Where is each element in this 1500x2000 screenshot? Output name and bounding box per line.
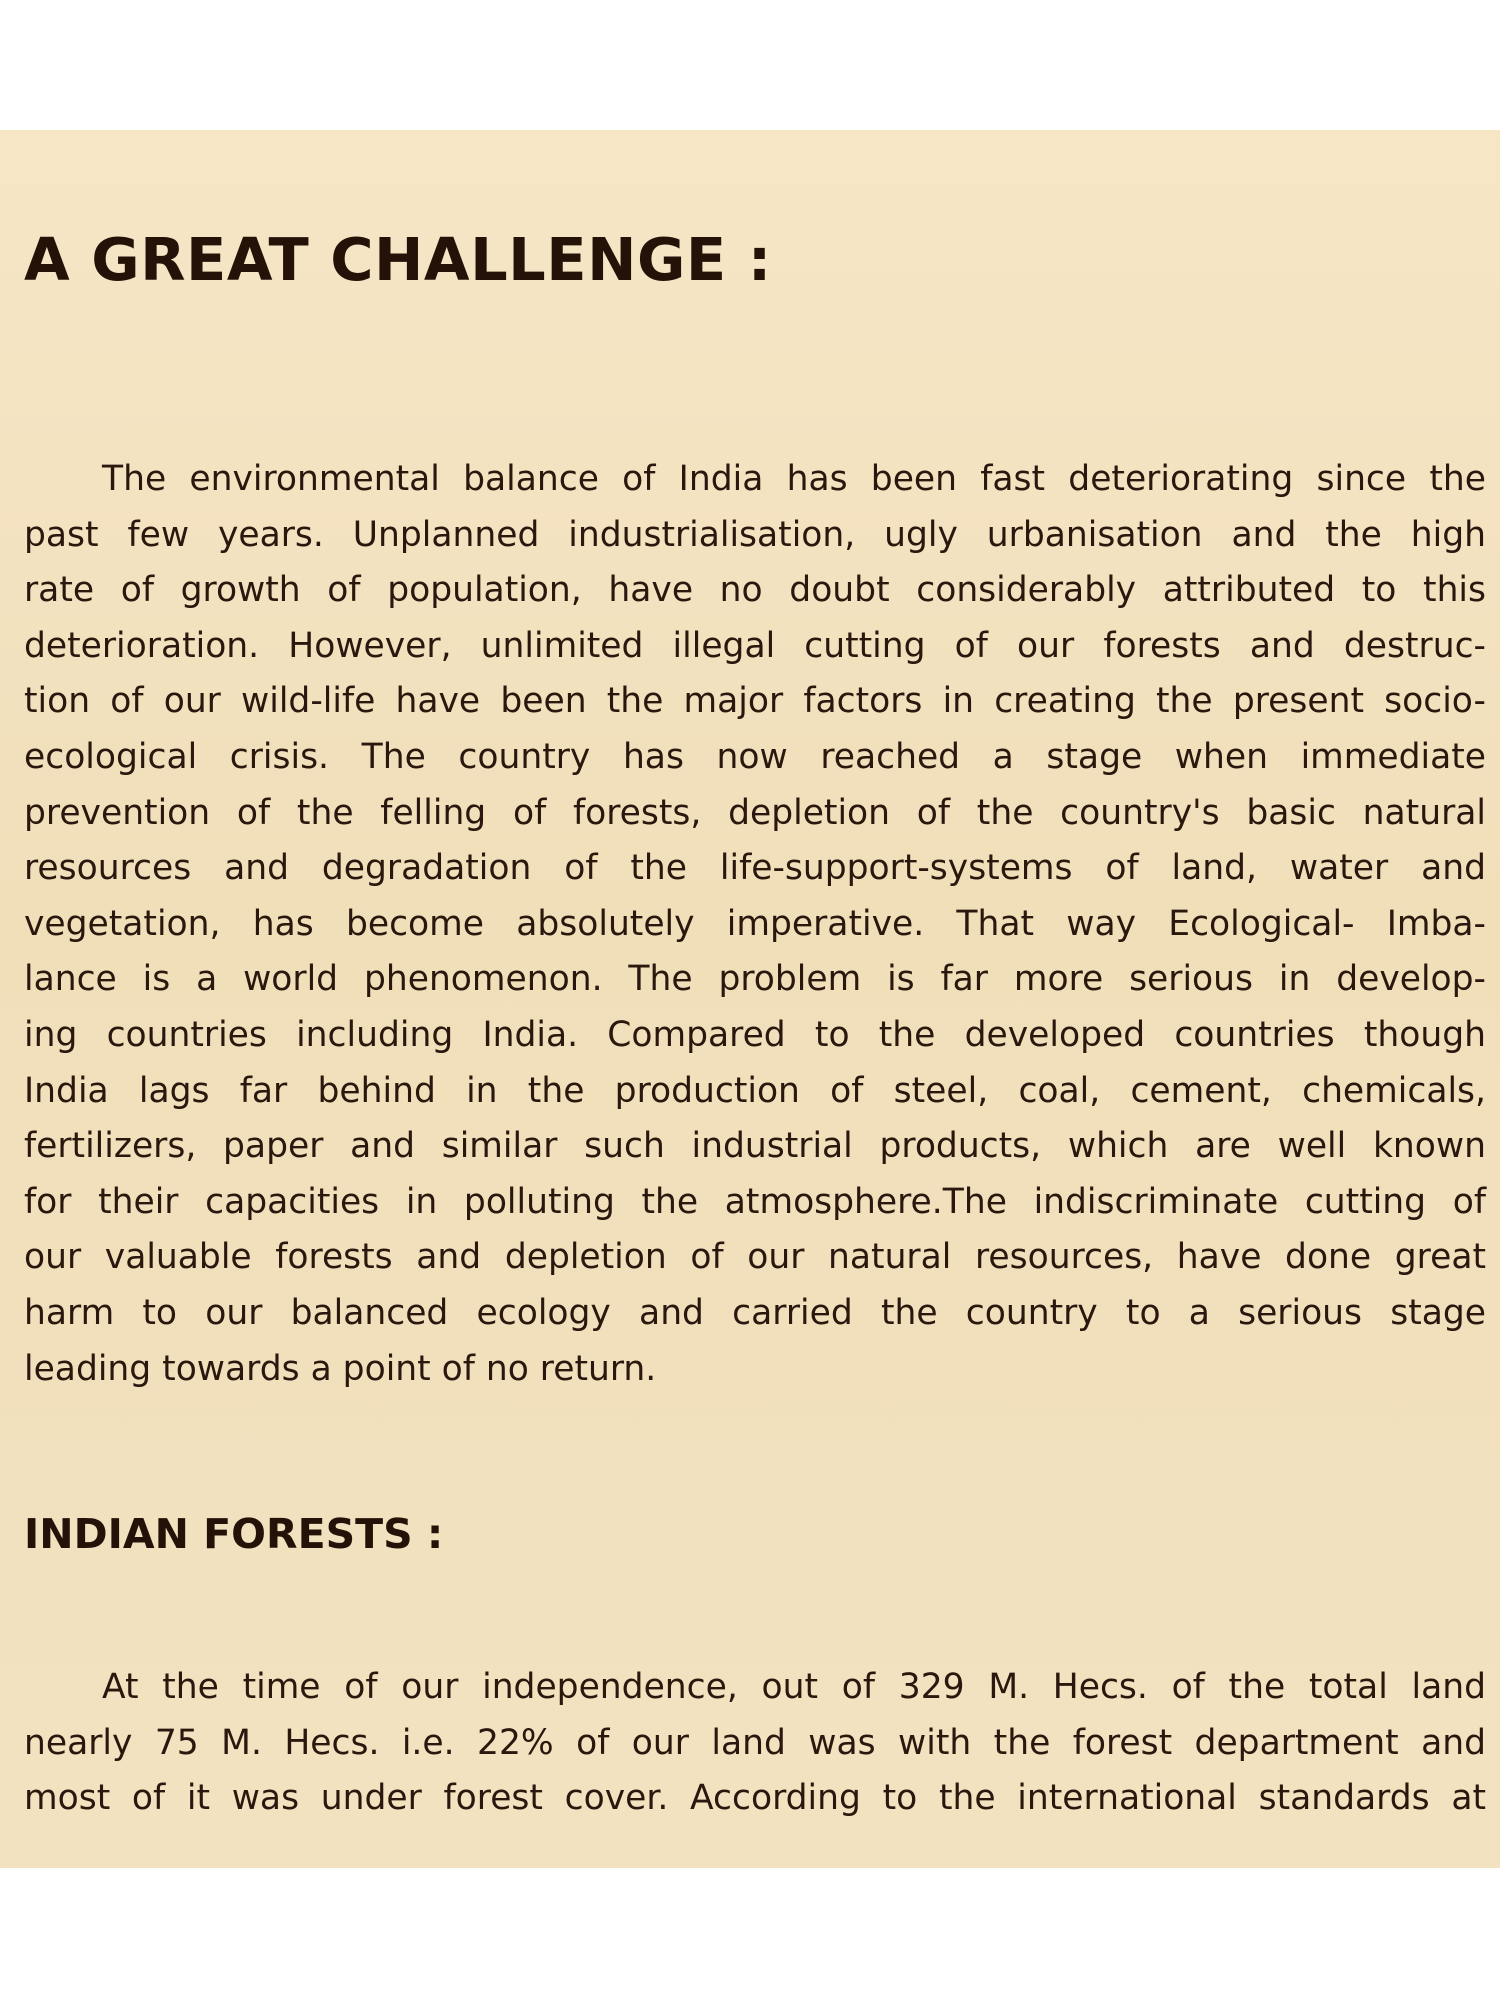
text-line: nearly 75 M. Hecs. i.e. 22% of our land was with the forest department and — [24, 1722, 1486, 1763]
text-line: past few years. Unplanned industrialisation, ugly urbanisation and the high — [24, 514, 1486, 555]
text-line: vegetation, has become absolutely imperative. That way Ecological- Imba- — [24, 903, 1486, 944]
text-line: rate of growth of population, have no doubt considerably attributed to this — [24, 570, 1486, 611]
document-page — [0, 130, 1500, 1868]
text-line: deterioration. However, unlimited illegal cutting of our forests and destruc- — [24, 625, 1486, 666]
text-line: India lags far behind in the production of steel, coal, cement, chemicals, — [24, 1070, 1486, 1111]
text-line: At the time of our independence, out of 329 M. Hecs. of the total land — [102, 1667, 1486, 1707]
text-line: ing countries including India. Compared to the developed countries though — [24, 1014, 1486, 1055]
paragraph-environment — [24, 452, 1486, 1397]
text-line: harm to our balanced ecology and carried the country to a serious stage — [24, 1292, 1486, 1333]
text-line: resources and degradation of the life-support-systems of land, water and — [24, 848, 1486, 889]
text-line: lance is a world phenomenon. The problem is far more serious in develop- — [24, 959, 1486, 1000]
text-line: leading towards a point of no return. — [24, 1348, 657, 1389]
section-heading-indian-forests: INDIAN FORESTS : — [24, 1510, 444, 1558]
text-line: our valuable forests and depletion of our natural resources, have done great — [24, 1237, 1486, 1278]
text-line: fertilizers, paper and similar such industrial products, which are well known — [24, 1126, 1486, 1167]
text-line: tion of our wild-life have been the major factors in creating the present socio- — [24, 681, 1486, 722]
text-line: most of it was under forest cover. According to the international standards at — [24, 1778, 1486, 1819]
text-line: prevention of the felling of forests, depletion of the country's basic natural — [24, 792, 1486, 833]
text-line: for their capacities in polluting the atmosphere.The indiscriminate cutting of — [24, 1181, 1486, 1222]
section-heading-great-challenge: A GREAT CHALLENGE : — [24, 225, 772, 294]
text-line: The environmental balance of India has been fast deteriorating since the — [102, 459, 1486, 499]
text-line: ecological crisis. The country has now reached a stage when immediate — [24, 736, 1486, 777]
paragraph-indian-forests — [24, 1660, 1486, 1827]
